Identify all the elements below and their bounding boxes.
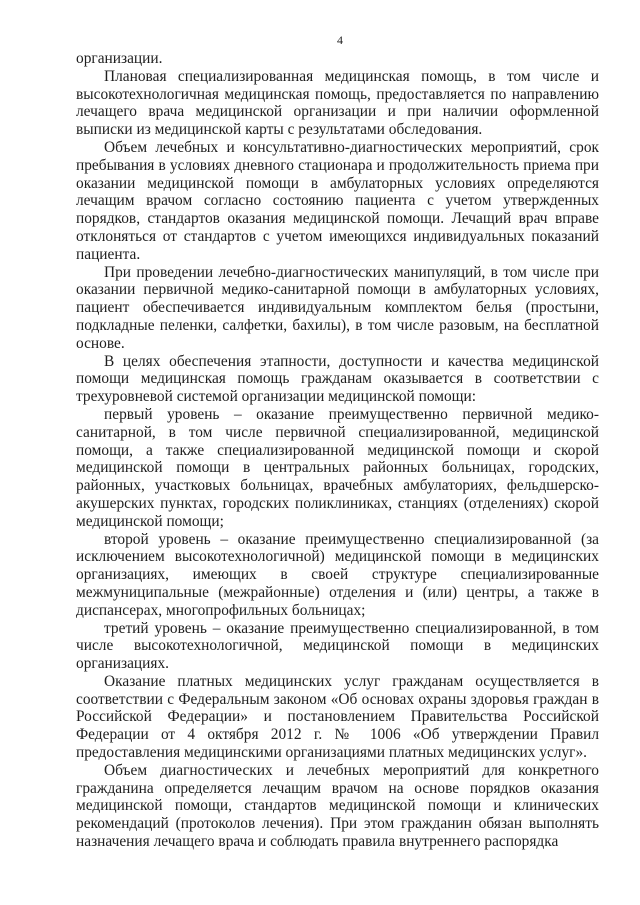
list-item-third-level: третий уровень – оказание преимущественно специализированной, в том числе высокотехнологичной, медицинской помощи в медицинских организациях. xyxy=(76,619,599,673)
paragraph: организации. xyxy=(76,50,163,67)
paragraph: Объем диагностических и лечебных мероприятий для конкретного гражданина определяется лечащим врачом на основе порядков оказания медицинской помощи, стандартов медицинской помощи и клинических рекомендаций (протоколов лечения). При этом гражданин обязан выполнять назначения лечащего врача и соблюдать правила внутреннего распорядка xyxy=(76,761,599,851)
list-item-first-level: первый уровень – оказание преимущественно первичной медико-санитарной, в том числе первичной специализированной, медицинской помощи, а также специализированной медицинской помощи и скорой медицинской помощи в центральных районных больницах, городских, районных, участковых больницах, врачебных амбулаториях, фельдшерско-акушерских пунктах, городских поликлиниках, станциях (отделениях) скорой медицинской помощи; xyxy=(76,405,599,530)
paragraph: Плановая специализированная медицинская помощь, в том числе и высокотехнологичная медицинская помощь, предоставляется по направлению лечащего врача медицинской организации и при наличии оформленной выписки из медицинской карты с результатами обследования. xyxy=(76,67,599,139)
page-number: 4 xyxy=(337,33,343,47)
list-item-second-level: второй уровень – оказание преимущественно специализированной (за исключением высокотехнологичной) медицинской помощи в медицинских организациях, имеющих в своей структуре специализированные межмуниципальные (межрайонные) отделения и (или) центры, а также в диспансерах, многопрофильных больницах; xyxy=(76,530,599,619)
paragraph: Объем лечебных и консультативно-диагностических мероприятий, срок пребывания в условиях дневного стационара и продолжительность приема при оказании медицинской помощи в амбулаторных условиях определяются лечащим врачом согласно состоянию пациента с учетом утвержденных порядков, стандартов оказания медицинской помощи. Лечащий врач вправе отклоняться от стандартов с учетом имеющихся индивидуальных показаний пациента. xyxy=(76,138,599,263)
paragraph: При проведении лечебно-диагностических манипуляций, в том числе при оказании первичной медико-санитарной помощи в амбулаторных условиях, пациент обеспечивается индивидуальным комплектом белья (простыни, подкладные пеленки, салфетки, бахилы), в том числе разовым, на бесплатной основе. xyxy=(76,263,599,352)
paragraph: Оказание платных медицинских услуг гражданам осуществляется в соответствии с Федеральным законом «Об основах охраны здоровья граждан в Российской Федерации» и постановлением Правительства Российской Федерации от 4 октября 2012 г. № 1006 «Об утверждении Правил предоставления медицинскими организациями платных медицинских услуг». xyxy=(76,672,599,762)
document-body xyxy=(76,50,599,851)
paragraph: В целях обеспечения этапности, доступности и качества медицинской помощи медицинская помощь гражданам оказывается в соответствии с трехуровневой системой организации медицинской помощи: xyxy=(76,352,599,406)
